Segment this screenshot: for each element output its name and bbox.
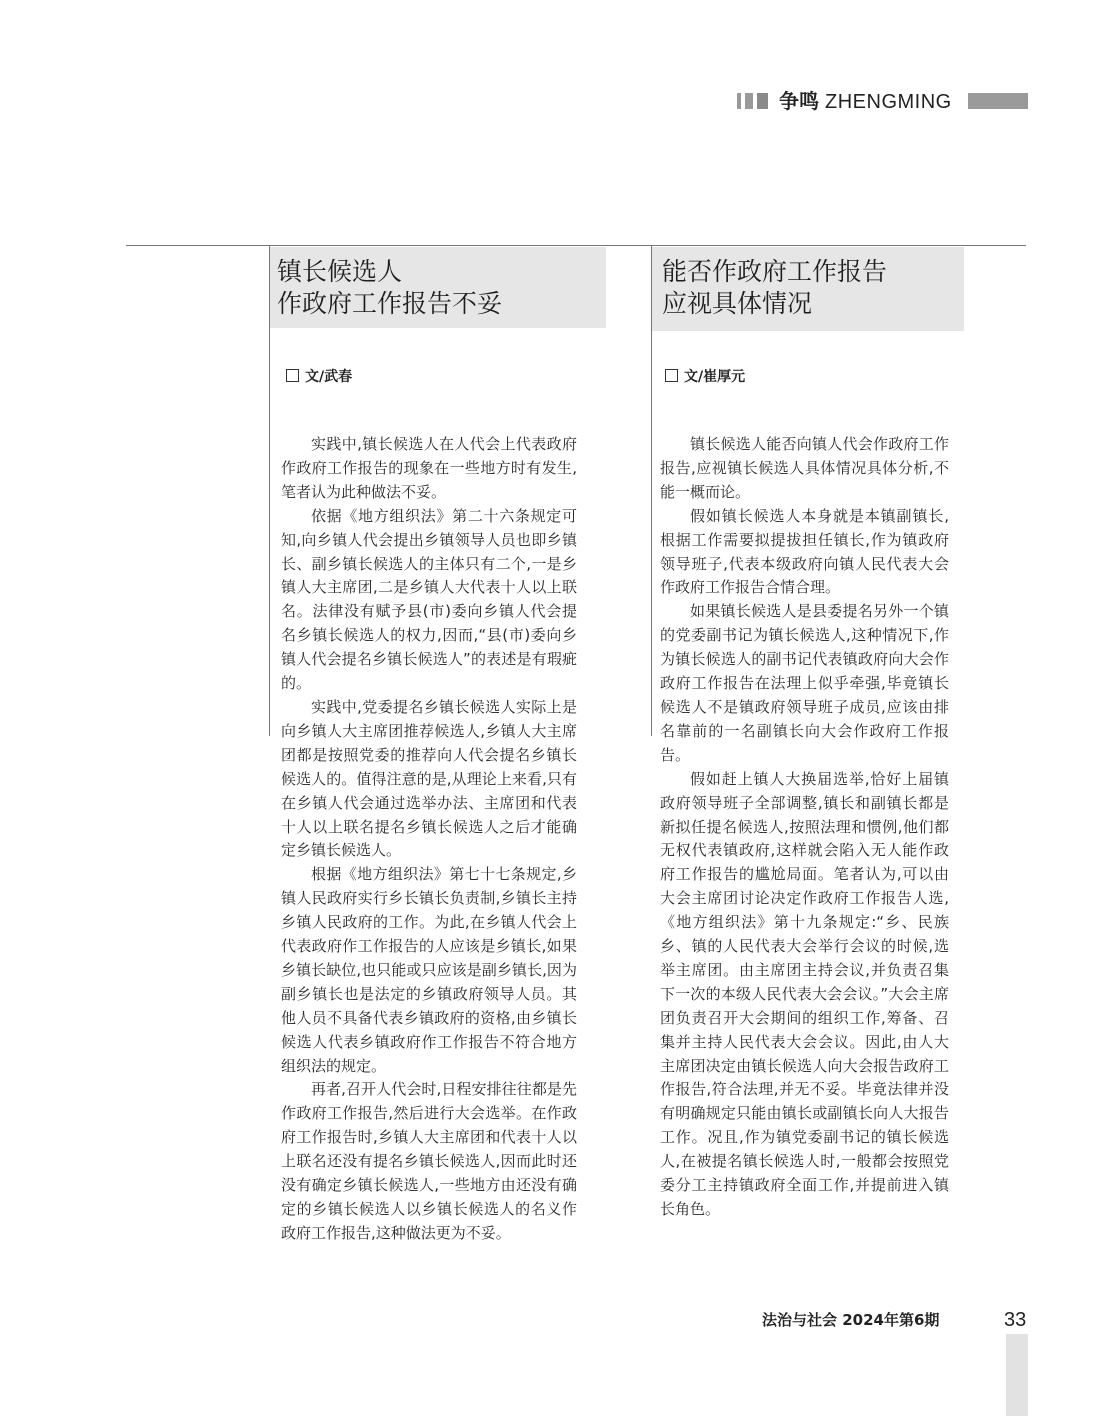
- paragraph: 实践中,党委提名乡镇长候选人实际上是向乡镇人大主席团推荐候选人,乡镇人大主席团都是按照党委的推荐向人代会提名乡镇长候选人的。值得注意的是,从理论上来看,只有在乡镇人代会通过选举办法、主席团和代表十人以上联名提名乡镇长候选人之后才能确定乡镇长候选人。: [281, 697, 577, 860]
- article-body-right: [660, 433, 949, 1222]
- section-title-en: ZHENGMING: [825, 91, 952, 113]
- paragraph: 镇长候选人能否向镇人代会作政府工作报告,应视镇长候选人具体情况具体分析,不能一概而论。: [660, 435, 949, 501]
- square-bullet-icon: [665, 369, 678, 382]
- paragraph: 再者,召开人代会时,日程安排往往都是先作政府工作报告,然后进行大会选举。在作政府工作报告时,乡镇人大主席团和代表十人以上联名还没有提名乡镇长候选人,因而此时还没有确定乡镇长候选人,一些地方由还没有确定的乡镇长候选人以乡镇长候选人的名义作政府工作报告,这种做法更为不妥。: [281, 1080, 577, 1242]
- title-line: 应视具体情况: [662, 289, 813, 318]
- title-line: 镇长候选人: [277, 257, 403, 286]
- page-number: 33: [1004, 1309, 1027, 1331]
- publication-info: 法治与社会 2024年第6期: [762, 1311, 940, 1329]
- header-decoration-block: [968, 93, 1028, 109]
- byline-left: [286, 368, 352, 386]
- square-bullet-icon: [286, 369, 299, 382]
- header-decoration-bars: [737, 93, 768, 109]
- paragraph: 假如镇长候选人本身就是本镇副镇长,根据工作需要拟提拔担任镇长,作为镇政府领导班子,代表本级政府向镇人民代表大会作政府工作报告合情合理。: [660, 506, 949, 597]
- section-header: [779, 88, 952, 115]
- byline-right: [665, 368, 745, 386]
- title-line: 作政府工作报告不妥: [277, 289, 503, 318]
- byline-text: 文/崔厚元: [684, 369, 746, 385]
- section-title-cn: 争鸣: [779, 89, 819, 113]
- article-body-left: [281, 433, 577, 1246]
- paragraph: 依据《地方组织法》第二十六条规定可知,向乡镇人代会提出乡镇领导人员也即乡镇长、副乡镇长候选人的主体只有二个,一是乡镇人大主席团,二是乡镇人大代表十人以上联名。法律没有赋予县(市)委向乡镇人代会提名乡镇长候选人的权力,因而,“县(市)委向乡镇人代会提名乡镇长候选人”的表述是有瑕疵的。: [281, 506, 577, 693]
- paragraph: 根据《地方组织法》第七十七条规定,乡镇人民政府实行乡长镇长负责制,乡镇长主持乡镇人民政府的工作。为此,在乡镇人代会上代表政府作工作报告的人应该是乡镇长,如果乡镇长缺位,也只能或只应该是副乡镇长,因为副乡镇长也是法定的乡镇政府领导人员。其他人员不具备代表乡镇政府的资格,由乡镇长候选人代表乡镇政府作工作报告不符合地方组织法的规定。: [281, 865, 577, 1075]
- top-divider: [126, 245, 1026, 246]
- byline-text: 文/武春: [305, 369, 353, 385]
- header-bar-2: [745, 93, 753, 109]
- article-title-left: [270, 247, 606, 328]
- header-bar-1: [737, 93, 741, 109]
- article-title-right: [652, 247, 964, 331]
- header-bar-3: [757, 93, 768, 109]
- paragraph: 假如赶上镇人大换届选举,恰好上届镇政府领导班子全部调整,镇长和副镇长都是新拟任提名候选人,按照法理和惯例,他们都无权代表镇政府,这样就会陷入无人能作政府工作报告的尴尬局面。笔者认为,可以由大会主席团讨论决定作政府工作报告人选,《地方组织法》第十九条规定:“乡、民族乡、镇的人民代表大会举行会议的时候,选举主席团。由主席团主持会议,并负责召集下一次的本级人民代表大会会议。”大会主席团负责召开大会期间的组织工作,筹备、召集并主持人民代表大会会议。因此,由人大主席团决定由镇长候选人向大会报告政府工作报告,符合法理,并无不妥。毕竟法律并没有明确规定只能由镇长或副镇长向人大报告工作。况且,作为镇党委副书记的镇长候选人,在被提名镇长候选人时,一般都会按照党委分工主持镇政府全面工作,并提前进入镇长角色。: [660, 769, 949, 1218]
- paragraph: 如果镇长候选人是县委提名另外一个镇的党委副书记为镇长候选人,这种情况下,作为镇长候选人的副书记代表镇政府向大会作政府工作报告在法理上似乎牵强,毕竟镇长候选人不是镇政府领导班子成员,应该由排名靠前的一名副镇长向大会作政府工作报告。: [660, 602, 949, 764]
- paragraph: 实践中,镇长候选人在人代会上代表政府作政府工作报告的现象在一些地方时有发生,笔者认为此种做法不妥。: [281, 435, 577, 501]
- page-edge-bar: [1006, 1334, 1028, 1416]
- title-line: 能否作政府工作报告: [662, 257, 888, 286]
